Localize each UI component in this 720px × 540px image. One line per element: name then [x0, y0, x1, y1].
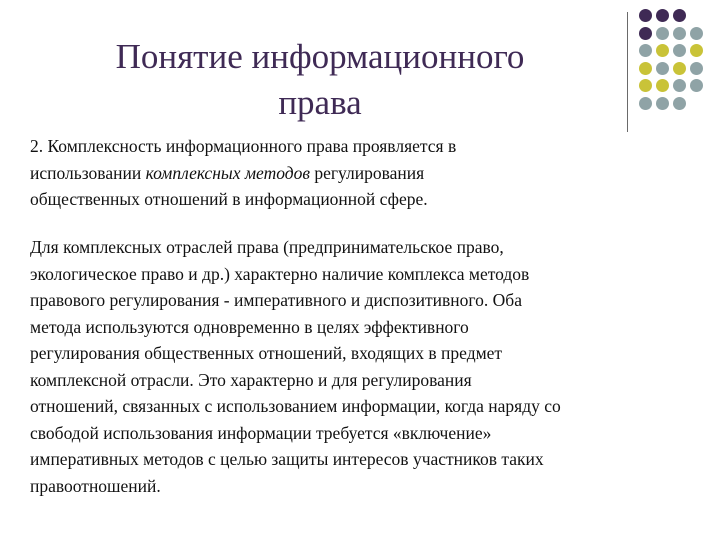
decorative-dot — [673, 97, 686, 110]
decorative-dot — [639, 97, 652, 110]
decorative-dot — [656, 27, 669, 40]
decorative-divider-line — [627, 12, 628, 132]
decorative-dot — [656, 9, 669, 22]
decorative-dot — [639, 9, 652, 22]
decorative-dot — [690, 44, 703, 57]
slide-title: Понятие информационного права — [115, 37, 525, 122]
decorative-dot-grid — [639, 9, 717, 119]
decorative-dot — [639, 79, 652, 92]
decorative-dot — [656, 97, 669, 110]
decorative-dot — [673, 44, 686, 57]
decorative-dot — [673, 62, 686, 75]
decorative-dot — [673, 27, 686, 40]
decorative-dot — [690, 62, 703, 75]
paragraph-complex-branches: Для комплексных отраслей права (предпринимательское право, экологическое право и др.) характерно наличие комплекса методов правового регулирования - императивного и диспозитивного. Оба метода используются одновременно в целях эффективного регулирования общественных отношений, входящих в предмет комплексной отрасли. Это характерно и для регулирования отношений, связанных с использованием информации, когда наряду со свободой использования информации требуется «включение» императивных методов с целью защиты интересов участников таких правоотношений. — [30, 237, 561, 496]
decorative-dot — [673, 79, 686, 92]
paragraph-complexity-lead: 2. Комплексность информационного права проявляется в использовании — [30, 136, 457, 183]
decorative-dot — [656, 44, 669, 57]
decorative-dot — [673, 9, 686, 22]
decorative-dot — [639, 27, 652, 40]
decorative-dot — [656, 79, 669, 92]
decorative-dot — [690, 27, 703, 40]
paragraph-complexity-emphasis: комплексных методов — [145, 162, 310, 183]
decorative-dot — [639, 62, 652, 75]
decorative-dot — [656, 62, 669, 75]
decorative-dot — [639, 44, 652, 57]
decorative-dot — [690, 79, 703, 92]
paragraph-complexity-tail: регулирования общественных отношений в информационной сфере. — [30, 162, 428, 209]
paragraph-complexity — [30, 133, 700, 213]
